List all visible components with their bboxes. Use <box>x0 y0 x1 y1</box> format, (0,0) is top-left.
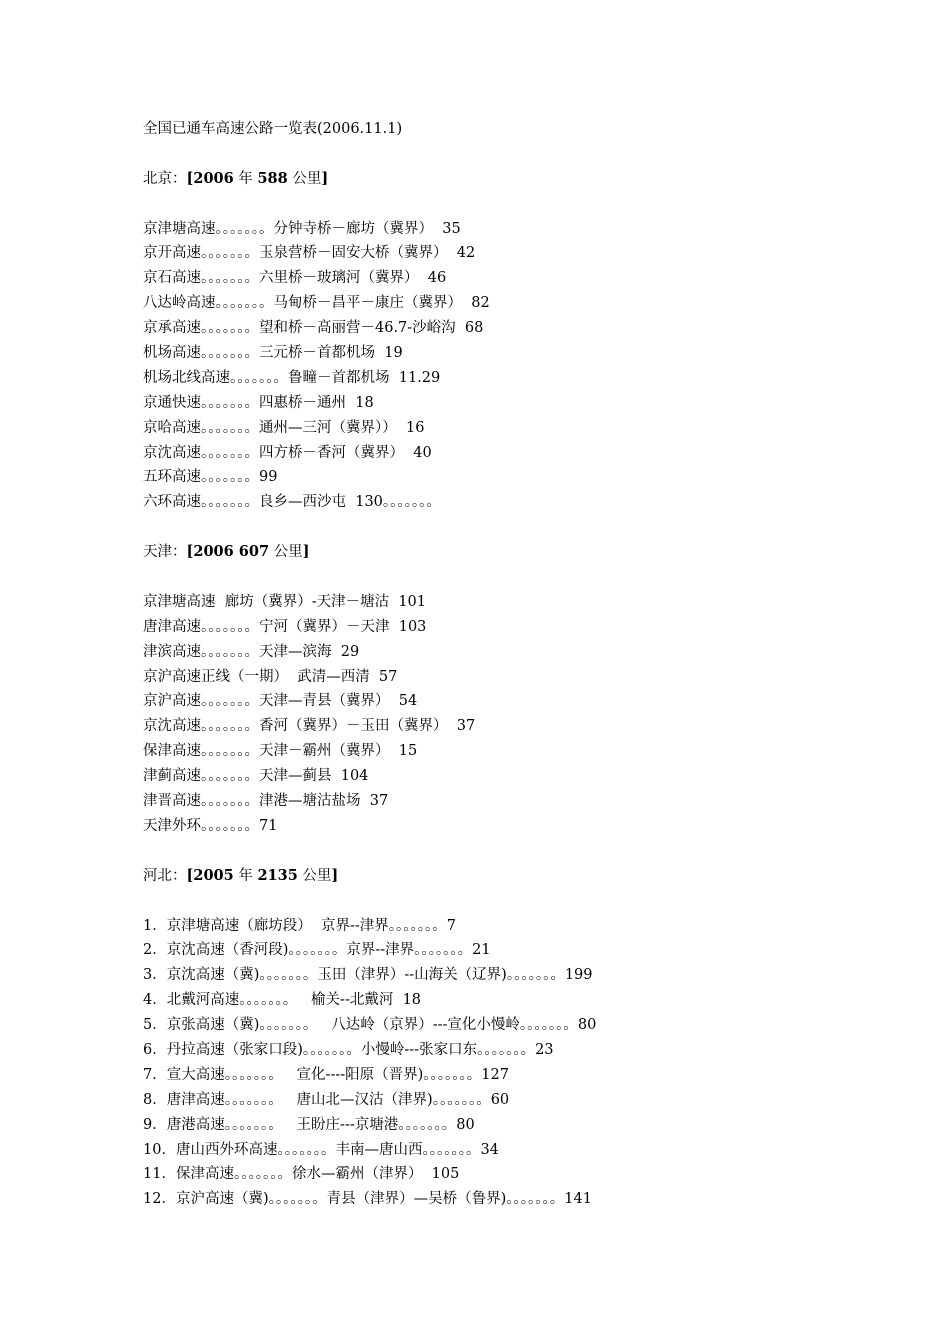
list-item: 11．保津高速。。。。。。。徐水—霸州（津界） 105 <box>143 1166 460 1183</box>
list-item: 5．京张高速（冀)。。。。。。。 八达岭（京界）---宣化小慢岭。。。。。。。80 <box>143 1017 597 1034</box>
heading-year-word: 年 <box>233 867 258 884</box>
spacer <box>143 515 903 540</box>
list-item: 津晋高速。。。。。。。津港—塘沽盐场 37 <box>143 793 389 810</box>
heading-prefix: 天津： <box>143 544 187 561</box>
list-item: 2．京沈高速（香河段)。。。。。。。京界--津界。。。。。。。21 <box>143 942 491 959</box>
list-item: 9．唐港高速。。。。。。。 王盼庄---京塘港。。。。。。。80 <box>143 1116 475 1133</box>
list-item: 4．北戴河高速。。。。。。。 榆关--北戴河 18 <box>143 992 422 1009</box>
list-item: 10．唐山西外环高速。。。。。。。丰南—唐山西。。。。。。。34 <box>143 1141 499 1158</box>
list-item: 保津高速。。。。。。。天津－霸州（冀界） 15 <box>143 743 418 760</box>
list-item: 机场北线高速。。。。。。。鲁疃－首都机场 11.29 <box>143 369 441 386</box>
heading-year: [2006 <box>186 169 234 187</box>
heading-year: [2005 <box>186 866 234 884</box>
heading-count: 2135 <box>257 866 298 884</box>
heading-close: ] <box>302 543 310 561</box>
heading-close: ] <box>321 169 329 187</box>
list-item: 京沪高速正线（一期） 武清—西清 57 <box>143 668 398 685</box>
list-item: 八达岭高速。。。。。。。马甸桥－昌平－康庄（冀界） 82 <box>143 295 490 312</box>
list-item: 京沈高速。。。。。。。香河（冀界）－玉田（冀界） 37 <box>143 718 476 735</box>
list-item: 京沪高速。。。。。。。天津—青县（冀界） 54 <box>143 693 418 710</box>
list-item: 京沈高速。。。。。。。四方桥－香河（冀界） 40 <box>143 444 432 461</box>
list-item: 京通快速。。。。。。。四惠桥－通州 18 <box>143 394 374 411</box>
list-item: 天津外环。。。。。。。71 <box>143 817 278 834</box>
spacer <box>143 565 903 590</box>
list-item: 京承高速。。。。。。。望和桥－高丽营－46.7-沙峪沟 68 <box>143 320 484 337</box>
list-item: 7．宣大高速。。。。。。。 宣化----阳原（晋界)。。。。。。。127 <box>143 1066 509 1083</box>
heading-prefix: 河北： <box>143 867 187 884</box>
section-hebei <box>143 864 903 1212</box>
heading-year: [2006 607 <box>186 543 270 561</box>
heading-unit: 公里 <box>269 544 303 561</box>
section-heading <box>143 864 903 889</box>
list-item: 京开高速。。。。。。。玉泉营桥－固安大桥（冀界） 42 <box>143 245 476 262</box>
list-item: 京哈高速。。。。。。。通州—三河（冀界）） 16 <box>143 419 425 436</box>
list-item: 津滨高速。。。。。。。天津—滨海 29 <box>143 643 360 660</box>
list-item: 五环高速。。。。。。。99 <box>143 469 278 486</box>
list-item: 12．京沪高速（冀)。。。。。。。青县（津界）—吴桥（鲁界)。。。。。。。141 <box>143 1191 592 1208</box>
spacer <box>143 889 903 914</box>
list-item: 京津塘高速。。。。。。。分钟寺桥－廊坊（冀界） 35 <box>143 220 461 237</box>
section-beijing <box>143 167 903 515</box>
spacer <box>143 192 903 217</box>
list-item: 京石高速。。。。。。。六里桥－玻璃河（冀界） 46 <box>143 270 447 287</box>
heading-unit: 公里 <box>297 867 332 884</box>
list-item: 1．京津塘高速（廊坊段） 京界--津界。。。。。。。7 <box>143 917 456 934</box>
list-item: 津蓟高速。。。。。。。天津—蓟县 104 <box>143 768 369 785</box>
list-item: 京津塘高速 廊坊（冀界）-天津－塘沽 101 <box>143 593 427 610</box>
list-item: 六环高速。。。。。。。良乡—西沙屯 130。。。。。。。 <box>143 494 441 511</box>
section-tianjin <box>143 540 903 839</box>
heading-prefix: 北京： <box>143 170 187 187</box>
list-item: 3．京沈高速（冀)。。。。。。。玉田（津界）--山海关（辽界)。。。。。。。199 <box>143 967 593 984</box>
document-title: 全国已通车高速公路一览表(2006.11.1) <box>143 121 403 137</box>
heading-count: 588 <box>257 169 288 187</box>
list-item: 唐津高速。。。。。。。宁河（冀界）－天津 103 <box>143 618 427 635</box>
spacer <box>143 839 903 864</box>
heading-unit: 公里 <box>287 170 322 187</box>
list-item: 8．唐津高速。。。。。。。 唐山北—汉沽（津界)。。。。。。。60 <box>143 1091 510 1108</box>
list-item: 机场高速。。。。。。。三元桥－首都机场 19 <box>143 345 403 362</box>
section-heading <box>143 540 903 565</box>
heading-close: ] <box>331 866 339 884</box>
list-item: 6．丹拉高速（张家口段)。。。。。。。小慢岭---张家口东。。。。。。。23 <box>143 1041 554 1058</box>
spacer <box>143 142 903 167</box>
section-heading <box>143 167 903 192</box>
document-body <box>143 117 903 1212</box>
heading-year-word: 年 <box>233 170 258 187</box>
